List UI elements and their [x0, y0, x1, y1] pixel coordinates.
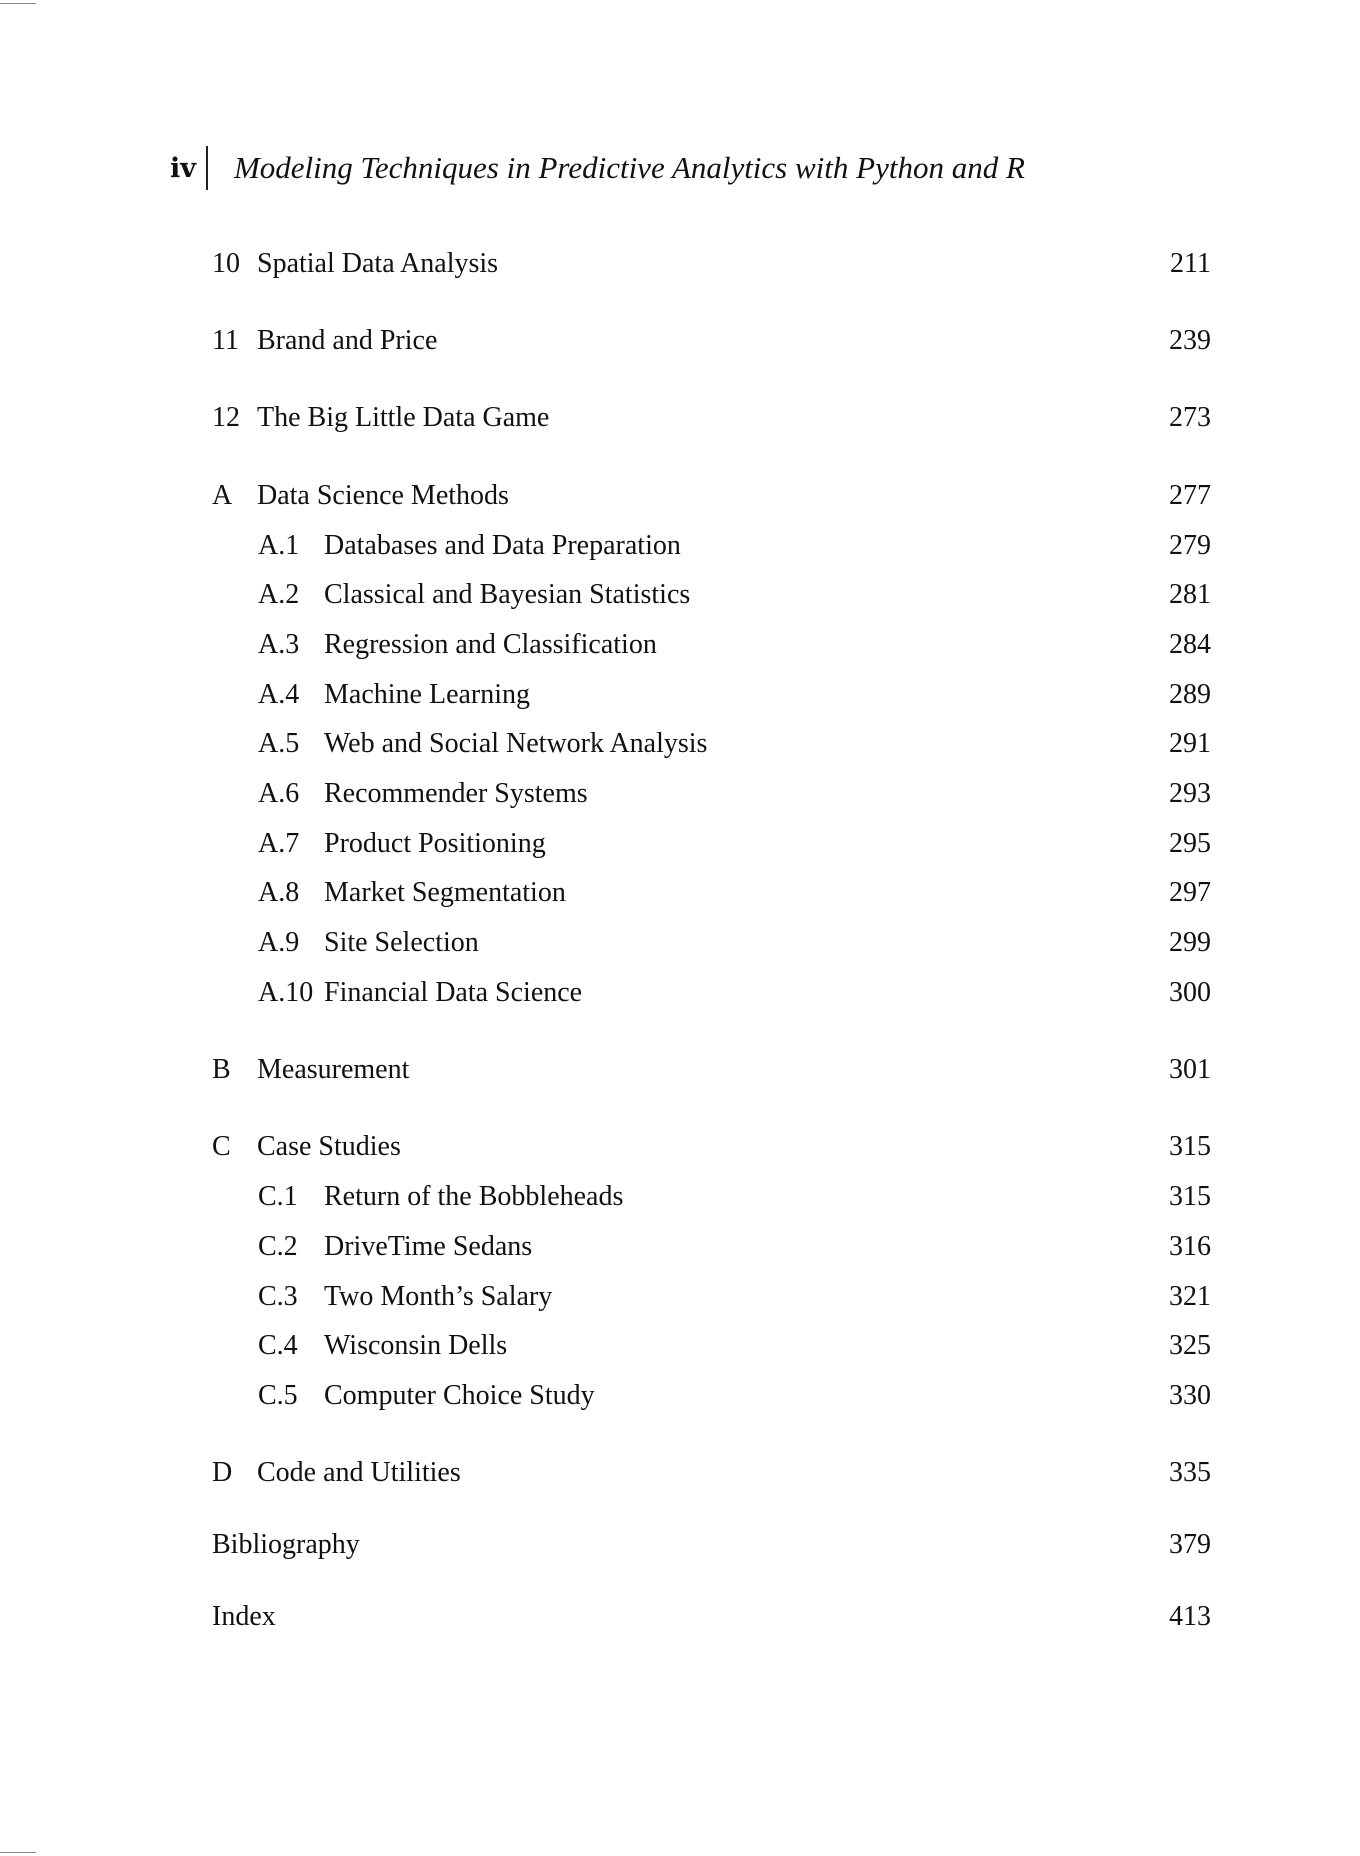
- toc-section-number: C.2: [258, 1231, 298, 1262]
- toc-entry-title: Bibliography: [212, 1529, 360, 1560]
- book-title: Modeling Techniques in Predictive Analytics with Python and R: [233, 150, 1025, 185]
- toc-entry-section-a6[interactable]: [258, 774, 1211, 814]
- toc-entry-section-a1[interactable]: [258, 526, 1211, 566]
- toc-entry-section-c3[interactable]: [258, 1277, 1211, 1317]
- toc-section-title: Recommender Systems: [324, 778, 588, 809]
- toc-entry-appendix-d[interactable]: [212, 1453, 1211, 1493]
- toc-entry-section-a3[interactable]: [258, 625, 1211, 665]
- toc-section-page: 299: [1169, 927, 1211, 958]
- toc-entry-section-a2[interactable]: [258, 575, 1211, 615]
- toc-entry-number: 11: [212, 325, 239, 356]
- toc-section-page: 291: [1169, 728, 1211, 759]
- toc-entry-appendix-b[interactable]: [212, 1050, 1211, 1090]
- toc-section-number: A.7: [258, 828, 300, 859]
- toc-entry-number: B: [212, 1054, 231, 1085]
- toc-entry-number: 12: [212, 402, 240, 433]
- toc-section-number: C.1: [258, 1181, 298, 1212]
- toc-entry-chapter-10[interactable]: [212, 244, 1211, 284]
- toc-section-number: A.8: [258, 877, 300, 908]
- toc-entry-page: 379: [1169, 1529, 1211, 1560]
- toc-section-title: DriveTime Sedans: [324, 1231, 533, 1262]
- toc-section-page: 330: [1169, 1380, 1211, 1411]
- toc-entry-index[interactable]: [212, 1597, 1211, 1637]
- toc-section-page: 321: [1169, 1281, 1211, 1312]
- toc-section-number: A.5: [258, 728, 300, 759]
- toc-entry-title: Case Studies: [257, 1131, 401, 1162]
- toc-entry-title: Index: [212, 1601, 276, 1632]
- toc-section-title: Two Month’s Salary: [324, 1281, 553, 1312]
- toc-entry-number: 10: [212, 248, 240, 279]
- toc-section-number: A.4: [258, 679, 300, 710]
- toc-section-page: 297: [1169, 877, 1211, 908]
- toc-section-title: Return of the Bobbleheads: [324, 1181, 624, 1212]
- toc-section-title: Web and Social Network Analysis: [324, 728, 708, 759]
- toc-section-number: A.1: [258, 530, 300, 561]
- toc-entry-page: 315: [1169, 1131, 1211, 1162]
- toc-entry-title: Measurement: [257, 1054, 410, 1085]
- toc-section-title: Databases and Data Preparation: [324, 530, 681, 561]
- toc-entry-chapter-11[interactable]: [212, 321, 1211, 361]
- toc-section-number: A.2: [258, 579, 300, 610]
- toc-entry-page: 273: [1169, 402, 1211, 433]
- toc-entry-title: Brand and Price: [257, 325, 438, 356]
- toc-entry-page: 239: [1169, 325, 1211, 356]
- toc-section-number: A.9: [258, 927, 300, 958]
- toc-entry-section-a7[interactable]: [258, 824, 1211, 864]
- toc-section-page: 316: [1169, 1231, 1211, 1262]
- toc-section-title: Computer Choice Study: [324, 1380, 595, 1411]
- toc-section-number: C.3: [258, 1281, 298, 1312]
- toc-entry-title: Spatial Data Analysis: [257, 248, 499, 279]
- toc-entry-number: D: [212, 1457, 233, 1488]
- toc-section-title: Product Positioning: [324, 828, 546, 859]
- toc-section-title: Site Selection: [324, 927, 479, 958]
- toc-section-page: 293: [1169, 778, 1211, 809]
- toc-section-page: 281: [1169, 579, 1211, 610]
- toc-entry-section-a10[interactable]: [258, 973, 1211, 1013]
- page-folio: iv: [170, 152, 196, 184]
- toc-entry-section-a9[interactable]: [258, 923, 1211, 963]
- toc-section-page: 284: [1169, 629, 1211, 660]
- toc-entry-page: 335: [1169, 1457, 1211, 1488]
- toc-section-title: Market Segmentation: [324, 877, 566, 908]
- toc-entry-section-a4[interactable]: [258, 675, 1211, 715]
- toc-section-number: A.6: [258, 778, 300, 809]
- toc-entry-chapter-12[interactable]: [212, 398, 1211, 438]
- toc-section-title: Wisconsin Dells: [324, 1330, 508, 1361]
- toc-section-title: Classical and Bayesian Statistics: [324, 579, 691, 610]
- toc-entry-number: C: [212, 1131, 231, 1162]
- toc-entry-page: 413: [1169, 1601, 1211, 1632]
- toc-entry-page: 211: [1170, 248, 1211, 279]
- toc-section-title: Regression and Classification: [324, 629, 657, 660]
- toc-entry-section-c4[interactable]: [258, 1326, 1211, 1366]
- toc-section-page: 315: [1169, 1181, 1211, 1212]
- toc-entry-section-c1[interactable]: [258, 1177, 1211, 1217]
- toc-section-title: Financial Data Science: [324, 977, 583, 1008]
- toc-entry-number: A: [212, 480, 233, 511]
- toc-section-page: 289: [1169, 679, 1211, 710]
- toc-entry-appendix-c[interactable]: [212, 1127, 1211, 1167]
- toc-section-page: 300: [1169, 977, 1211, 1008]
- toc-section-number: A.10: [258, 977, 314, 1008]
- toc-section-page: 279: [1169, 530, 1211, 561]
- toc-entry-page: 301: [1169, 1054, 1211, 1085]
- toc-section-number: C.4: [258, 1330, 298, 1361]
- toc-entry-section-a5[interactable]: [258, 724, 1211, 764]
- toc-section-page: 325: [1169, 1330, 1211, 1361]
- toc-entry-title: Data Science Methods: [257, 480, 509, 511]
- toc-section-number: A.3: [258, 629, 300, 660]
- toc-section-title: Machine Learning: [324, 679, 531, 710]
- toc-entry-title: Code and Utilities: [257, 1457, 461, 1488]
- toc-entry-bibliography[interactable]: [212, 1525, 1211, 1565]
- toc-entry-section-c2[interactable]: [258, 1227, 1211, 1267]
- toc-section-number: C.5: [258, 1380, 298, 1411]
- toc-entry-section-a8[interactable]: [258, 873, 1211, 913]
- toc-entry-section-c5[interactable]: [258, 1376, 1211, 1416]
- toc-entry-title: The Big Little Data Game: [257, 402, 550, 433]
- toc-section-page: 295: [1169, 828, 1211, 859]
- toc-entry-page: 277: [1169, 480, 1211, 511]
- toc-entry-appendix-a[interactable]: [212, 476, 1211, 516]
